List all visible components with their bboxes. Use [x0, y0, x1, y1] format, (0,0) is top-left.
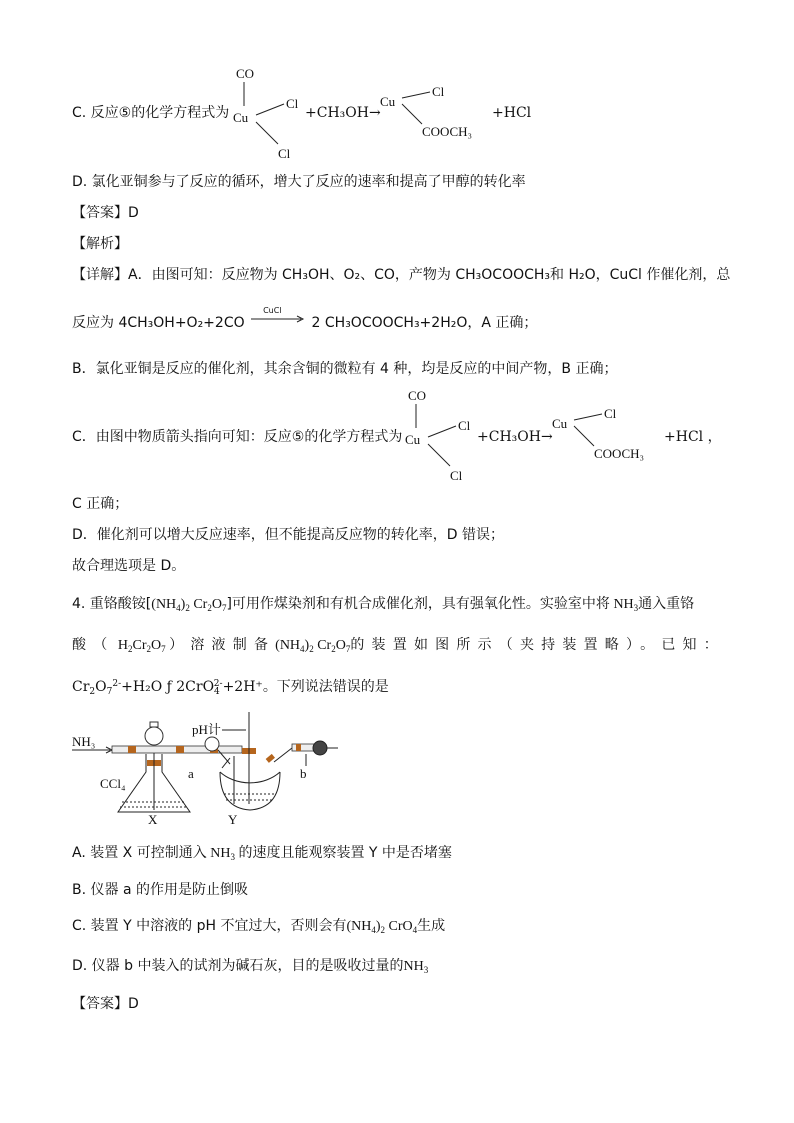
formula-nh3: $NH_3$ [403, 959, 429, 975]
formula-nh4-2cr2o7: $(NH_4)_2$ $Cr_2O_7$ [151, 597, 227, 613]
ccl4-label: CCl₄ [100, 776, 126, 791]
q4-line2-a: 酸（ [72, 637, 115, 653]
detail-c-product-structure [550, 404, 670, 468]
answer-value: D [128, 996, 139, 1012]
detail-d: D．催化剂可以增大反应速率，但不能提高反应物的转化率，D 错误； [72, 527, 505, 543]
q4-line2-c: 的装置如图所示（夹持装置略）。已知： [350, 637, 725, 653]
plus-hcl: +HCl [492, 105, 532, 121]
formula-h2cr2o7: $H_2Cr_2O_7$ [114, 638, 166, 654]
reaction-arrow-icon [249, 313, 307, 333]
detail-a-line2 [72, 306, 538, 333]
co-label: CO [236, 66, 255, 81]
q4-line3-tail: 。下列说法错误的是 [262, 679, 389, 695]
equilibrium-equation: $Cr_2O_7^{2-}+H_2O$ ƒ 2CrO$_4^{2-}$+2H⁺ [72, 679, 263, 697]
q4-line2-b: ）溶液制备 [169, 637, 276, 653]
option-d [72, 956, 428, 980]
formula-nh3: $NH_3$ [206, 846, 235, 862]
option-a-suffix: 的速度且能观察装置 Y 中是否堵塞 [238, 845, 452, 861]
option-a-prefix: A. 装置 X 可控制通入 [72, 845, 207, 861]
q4-line1-a: 4. 重铬酸铵[ [72, 596, 152, 612]
q4-line1-c: 通入重铬 [638, 596, 695, 612]
cu-label: Cu [405, 432, 421, 447]
answer-label: 【答案】 [72, 996, 128, 1012]
equation-end: +2H⁺ [222, 679, 263, 695]
formula-nh4-2cro4: $(NH_4)_2$ CrO$_4$ [346, 919, 418, 935]
drying-tube [292, 744, 314, 751]
cl-label: Cl [450, 468, 463, 483]
answer-value: D [128, 205, 139, 221]
co-label: CO [408, 388, 427, 403]
y-label: Y [228, 812, 238, 824]
option-d-text: D. 氯化亚铜参与了反应的循环，增大了反应的速率和提高了甲醇的转化率 [72, 174, 526, 190]
formula-nh4-2cr2o7: $(NH_4)_2$ $Cr_2O_7$ [275, 638, 351, 654]
option-c-prefix: C. 反应⑤的化学方程式为 [72, 105, 230, 121]
answer-line [72, 203, 139, 223]
total-reaction-prefix: 反应为 4CH₃OH+O₂+2CO [72, 315, 245, 331]
option-c [72, 916, 445, 940]
cl-label: Cl [286, 96, 299, 111]
x-label: X [148, 812, 158, 824]
a-label: a [188, 766, 194, 781]
tube-joint [176, 746, 184, 753]
soda-lime-bulb [313, 741, 327, 755]
catalyst-label: CuCl [263, 306, 282, 315]
option-a [72, 843, 452, 867]
formula-nh3: $NH_3$ [609, 597, 639, 613]
detail-b: B．氯化亚铜是反应的催化剂，其余含铜的微粒有 4 种，均是反应的中间产物，B 正确； [72, 361, 618, 377]
option-c-suffix: 生成 [417, 918, 446, 934]
option-c-prefix: C. 装置 Y 中溶液的 pH 不宜过大，否则会有 [72, 918, 347, 934]
funnel-bulb [145, 727, 163, 745]
ph-label: pH计 [192, 722, 221, 737]
analysis-label: 【解析】 [72, 236, 128, 252]
tube-joint [128, 746, 136, 753]
buffer-bulb-a [205, 737, 219, 751]
answer-label: 【答案】 [72, 205, 128, 221]
catalyst-arrow [249, 306, 307, 333]
plus-methanol: +CH₃OH→ [477, 429, 553, 445]
cl-label: Cl [432, 84, 445, 99]
b-label: b [300, 766, 307, 781]
q4-line3 [72, 674, 389, 702]
option-b: B. 仪器 a 的作用是防止倒吸 [72, 882, 248, 898]
nh3-label: NH₃ [72, 734, 96, 749]
apparatus-diagram [70, 712, 340, 824]
detail-a-line1: 【详解】A．由图可知：反应物为 CH₃OH、O₂、CO，产物为 CH₃OCOOCH₃和 H₂O，CuCl 作催化剂，总 [72, 267, 731, 283]
cu-label: Cu [233, 110, 249, 125]
detail-c-conclusion: C 正确； [72, 496, 129, 512]
answer-line-2 [72, 994, 139, 1014]
cu-label: Cu [552, 416, 568, 431]
total-reaction-suffix: 2 CH₃OCOOCH₃+2H₂O，A 正确； [311, 315, 538, 331]
q4-line1-b: ]可用作煤染剂和有机合成催化剂，具有强氧化性。实验室中将 [226, 596, 610, 612]
conclusion: 故合理选项是 D。 [72, 558, 186, 574]
q4-line1 [72, 594, 694, 618]
option-d-prefix: D. 仪器 b 中装入的试剂为碱石灰，目的是吸收过量的 [72, 958, 404, 974]
cooch3-label: COOCH₃ [594, 446, 645, 461]
cl-label: Cl [278, 146, 291, 161]
equation-mid: +H₂O ƒ 2CrO [121, 679, 215, 695]
cl-label: Cl [604, 406, 617, 421]
detail-c-prefix: C．由图中物质箭头指向可知：反应⑤的化学方程式为 [72, 429, 403, 445]
plus-hcl: +HCl ， [664, 429, 722, 445]
option-c-product-structure [378, 82, 498, 146]
cl-label: Cl [458, 418, 471, 433]
cu-label: Cu [380, 94, 396, 109]
plus-methanol: +CH₃OH→ [305, 105, 381, 121]
flask-y [220, 772, 280, 783]
cooch3-label: COOCH₃ [422, 124, 473, 139]
q4-line2 [72, 635, 725, 659]
